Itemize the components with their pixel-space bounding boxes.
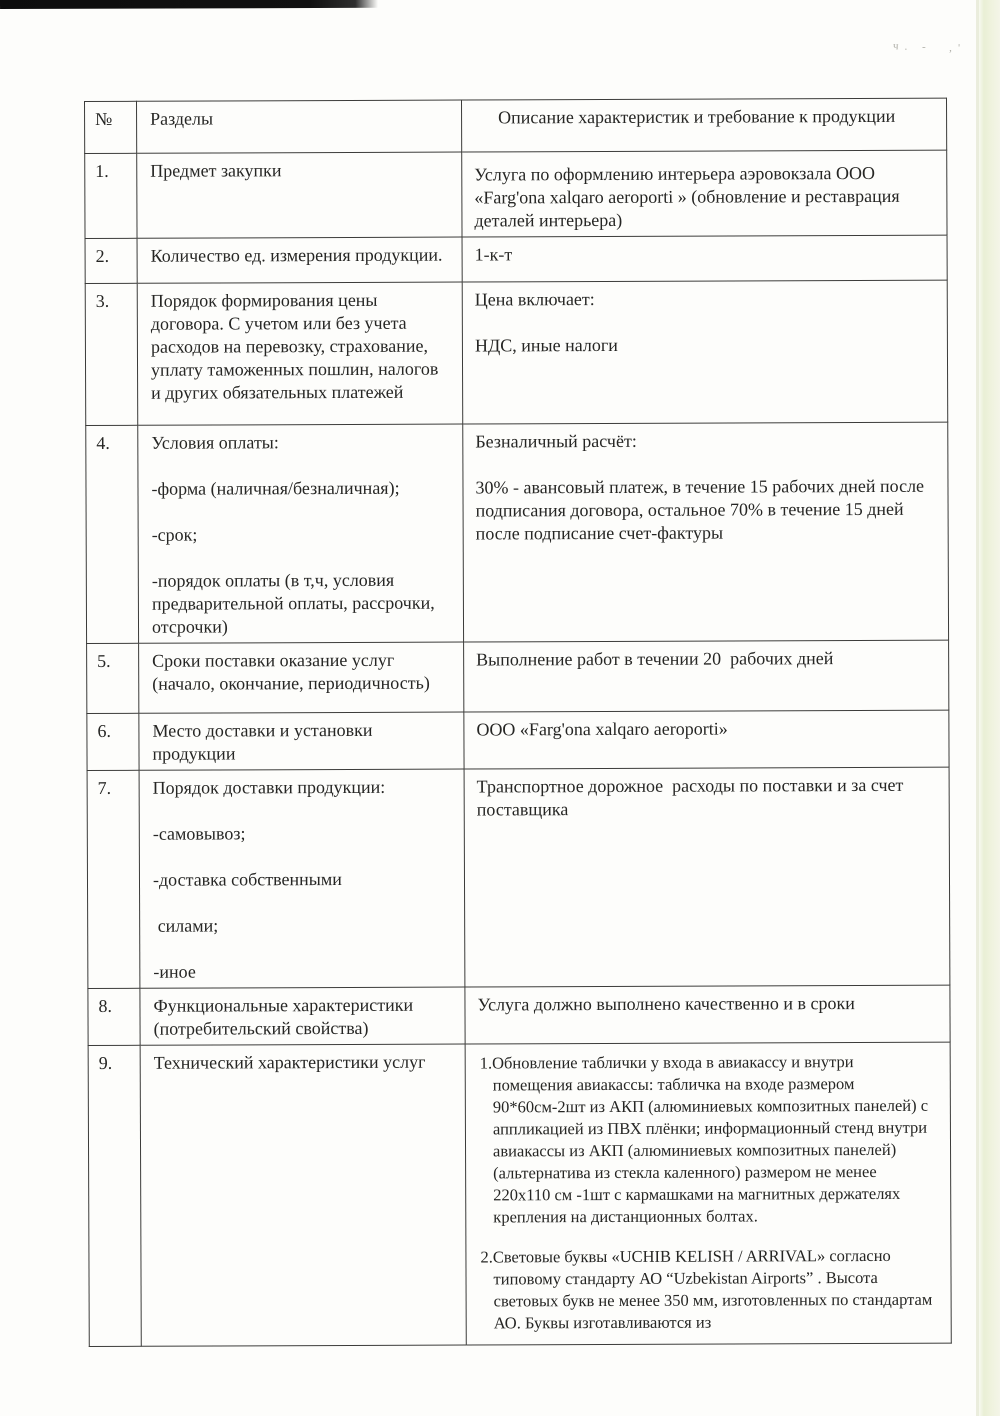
header-description bbox=[461, 98, 946, 152]
table-row bbox=[86, 422, 949, 643]
header-sections: Разделы bbox=[137, 100, 462, 153]
paragraph: силами; bbox=[153, 915, 219, 936]
description-cell bbox=[462, 150, 947, 237]
table-row bbox=[87, 710, 949, 770]
page-edge-strip bbox=[977, 0, 1000, 1416]
table-row bbox=[87, 767, 950, 988]
paragraph bbox=[152, 546, 447, 570]
description-cell bbox=[462, 235, 947, 282]
paragraph: -форма (наличная/безналичная); bbox=[151, 477, 400, 499]
description-cell bbox=[464, 640, 949, 712]
paragraph: Цена включает: bbox=[474, 289, 595, 310]
paragraph bbox=[480, 1227, 932, 1247]
paragraph: -иное bbox=[153, 961, 196, 982]
paragraph: Место доставки и установки продукции bbox=[152, 719, 378, 764]
row-number-cell: 7. bbox=[87, 770, 140, 988]
header-row bbox=[85, 98, 947, 153]
requirements-table bbox=[84, 98, 952, 1347]
paragraph bbox=[153, 799, 448, 823]
row-number-cell: 8. bbox=[88, 988, 140, 1045]
paragraph: Услуга по оформлению интерьера аэровокзала ООО «Farg'ona xalqaro aeroporti » (обновление и реставрация деталей интерьера) bbox=[474, 162, 905, 231]
table-header bbox=[85, 98, 947, 153]
paragraph: Предмет закупки bbox=[150, 160, 282, 181]
paragraph: -порядок оплаты (в т,ч, условия предварительной оплаты, рассрочки, отсрочки) bbox=[151, 569, 440, 637]
paragraph bbox=[475, 452, 929, 477]
section-cell bbox=[137, 152, 462, 238]
scan-artifact-black-bar bbox=[0, 0, 378, 9]
paragraph bbox=[151, 454, 446, 478]
section-cell bbox=[139, 642, 464, 713]
header-description-text: Описание характеристик и требование к продукции bbox=[498, 105, 896, 128]
table-row bbox=[85, 280, 948, 425]
row-number-cell: 1. bbox=[85, 153, 137, 238]
paragraph bbox=[475, 310, 929, 335]
description-cell bbox=[463, 422, 949, 642]
requirements-table-wrap bbox=[84, 98, 953, 1347]
row-number-cell: 3. bbox=[85, 283, 138, 425]
paragraph: Порядок формирования цены договора. С учетом или без учета расходов на перевозку, страхование, уплату таможенных пошлин, налогов и других обязательных платежей bbox=[150, 289, 443, 403]
paragraph: Условия оплаты: bbox=[151, 432, 279, 453]
row-number-cell: 9. bbox=[88, 1045, 141, 1346]
section-cell bbox=[137, 282, 463, 425]
description-cell bbox=[465, 1042, 951, 1345]
description-cell bbox=[465, 985, 950, 1044]
description-cell bbox=[464, 767, 950, 987]
paragraph bbox=[153, 845, 448, 869]
table-row bbox=[88, 1042, 951, 1346]
paragraph: 1-к-т bbox=[474, 244, 513, 265]
pencil-marks: ч. - ,' bbox=[892, 40, 967, 55]
paragraph: Сроки поставки оказание услуг (начало, окончание, периодичность) bbox=[152, 649, 430, 694]
paragraph: Функциональные характеристики (потребительский свойства) bbox=[153, 994, 418, 1039]
table-row bbox=[87, 640, 949, 713]
table-body bbox=[85, 150, 952, 1346]
paragraph: Количество ед. измерения продукции. bbox=[150, 244, 443, 266]
section-cell bbox=[139, 769, 465, 988]
paragraph bbox=[152, 500, 447, 524]
paragraph: НДС, иные налоги bbox=[474, 334, 618, 356]
paragraph bbox=[153, 937, 448, 961]
paragraph: Транспортное дорожное расходы по поставки и за счет поставщика bbox=[476, 774, 908, 820]
table-row bbox=[85, 150, 947, 238]
paragraph: Безналичный расчёт: bbox=[475, 430, 637, 452]
paragraph: ООО «Farg'ona xalqaro aeroporti» bbox=[476, 718, 728, 740]
paragraph: Выполнение работ в течении 20 рабочих дней bbox=[476, 648, 834, 670]
paragraph: Услуга должно выполнено качественно и в сроки bbox=[477, 993, 855, 1015]
paragraph: -срок; bbox=[151, 524, 198, 545]
table-row bbox=[85, 235, 947, 283]
description-cell bbox=[464, 710, 949, 769]
paragraph: -самовывоз; bbox=[152, 823, 246, 844]
section-cell bbox=[137, 237, 462, 283]
row-number-cell: 4. bbox=[86, 425, 139, 643]
paragraph: Порядок доставки продукции: bbox=[152, 776, 386, 798]
paragraph: -доставка собственными bbox=[152, 869, 342, 890]
paragraph: 1.Обновление таблички у входа в авиакассу и внутри помещения авиакассы: табличка на входе размером 90*60см-2шт из АКП (алюминиевых композитных панелей) с аппликацией из ПВХ плёнки; информационный стенд внутри авиакассы из АКП (алюминиевых композитных панелей) (альтернатива из стекла каленного) размером не менее 220х110 см -1шт с кармашками на магнитных держателях крепления на дистанционных болтах. bbox=[479, 1052, 933, 1227]
description-cell bbox=[462, 280, 948, 424]
section-cell bbox=[140, 987, 465, 1045]
row-number-cell: 2. bbox=[85, 238, 137, 283]
row-number-cell: 6. bbox=[87, 713, 139, 770]
section-cell bbox=[139, 712, 464, 770]
header-number: № bbox=[85, 101, 137, 153]
paragraph: 2.Световые буквы «UCHIB KELISH / ARRIVAL» согласно типовому стандарту АО “Uzbekistan Airports” . Высота световых букв не менее 350 мм, изготовленных по стандартам АО. Буквы изготавливаются из bbox=[480, 1245, 937, 1333]
section-cell bbox=[140, 1044, 466, 1346]
paragraph bbox=[153, 891, 448, 915]
paragraph: 30% - авансовый платеж, в течение 15 рабочих дней после подписания договора, остальное 70% в течение 15 дней после подписание счет-фактуры bbox=[475, 475, 929, 544]
table-row bbox=[88, 985, 950, 1045]
section-cell bbox=[138, 424, 464, 643]
row-number-cell: 5. bbox=[87, 643, 139, 713]
paragraph: Технический характеристики услуг bbox=[153, 1051, 426, 1073]
